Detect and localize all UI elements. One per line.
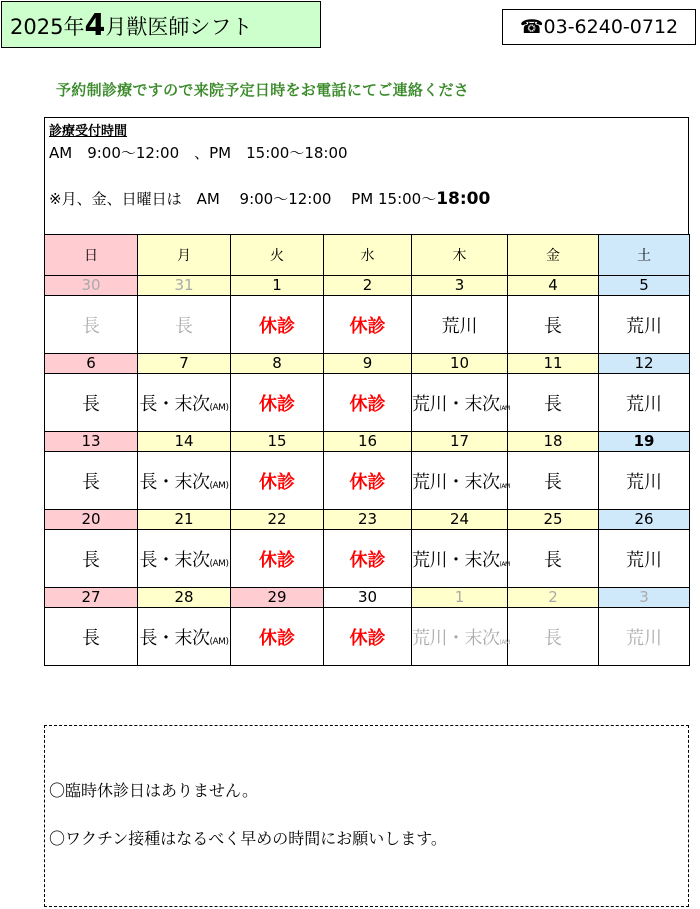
weekday-sun: 日 xyxy=(45,235,138,276)
title-year: 2025年 xyxy=(10,15,85,39)
date-row xyxy=(45,510,690,530)
weekday-tue: 火 xyxy=(231,235,324,276)
date-cell: 22 xyxy=(231,510,324,530)
date-cell: 1 xyxy=(412,588,508,608)
date-row xyxy=(45,276,690,296)
phone-number: ☎03-6240-0712 xyxy=(502,9,696,45)
shift-cell: 休診 xyxy=(324,452,412,510)
shift-cell: 休診 xyxy=(324,374,412,432)
shift-cell: 長 xyxy=(45,374,138,432)
date-cell: 5 xyxy=(599,276,690,296)
date-cell: 19 xyxy=(599,432,690,452)
date-cell: 14 xyxy=(138,432,231,452)
date-cell: 2 xyxy=(324,276,412,296)
shift-cell: 長 xyxy=(508,374,599,432)
weekday-wed: 水 xyxy=(324,235,412,276)
shift-cell xyxy=(138,608,231,666)
shift-cell: 休診 xyxy=(324,296,412,354)
date-cell: 28 xyxy=(138,588,231,608)
date-cell: 1 xyxy=(231,276,324,296)
date-cell: 15 xyxy=(231,432,324,452)
shift-cell: 休診 xyxy=(324,608,412,666)
date-row xyxy=(45,588,690,608)
shift-cell xyxy=(412,374,508,432)
am-label: (AM) xyxy=(209,636,229,647)
date-cell: 13 xyxy=(45,432,138,452)
date-cell: 6 xyxy=(45,354,138,374)
shift-cell: 長 xyxy=(508,608,599,666)
date-cell: 17 xyxy=(412,432,508,452)
page-title xyxy=(1,1,321,48)
shift-cell: 長 xyxy=(45,452,138,510)
shift-cell xyxy=(412,452,508,510)
shift-cell xyxy=(412,608,508,666)
shift-cell: 長 xyxy=(508,530,599,588)
date-cell: 20 xyxy=(45,510,138,530)
shift-row xyxy=(45,374,690,432)
am-label: (AM xyxy=(499,404,510,412)
am-label: (AM) xyxy=(209,480,229,491)
shift-cell: 休診 xyxy=(231,608,324,666)
shift-cell: 荒川 xyxy=(599,296,690,354)
date-cell: 23 xyxy=(324,510,412,530)
shift-cell: 荒川 xyxy=(599,452,690,510)
shift-cell: 荒川 xyxy=(412,296,508,354)
date-cell: 10 xyxy=(412,354,508,374)
weekday-fri: 金 xyxy=(508,235,599,276)
weekday-mon: 月 xyxy=(138,235,231,276)
memo-box xyxy=(44,725,689,907)
shift-row xyxy=(45,452,690,510)
am-label: (AM) xyxy=(209,402,229,413)
shift-cell: 長 xyxy=(45,530,138,588)
shift-cell xyxy=(138,452,231,510)
date-row xyxy=(45,432,690,452)
shift-cell: 長 xyxy=(508,296,599,354)
shift-cell xyxy=(138,374,231,432)
shift-row xyxy=(45,530,690,588)
date-row xyxy=(45,354,690,374)
hours-special-text: ※月、金、日曜日は AM 9:00～12:00 PM 15:00～ xyxy=(49,190,437,208)
shift-row xyxy=(45,608,690,666)
shift-cell: 休診 xyxy=(231,530,324,588)
shift-cell: 休診 xyxy=(231,296,324,354)
shift-cell: 荒川 xyxy=(599,530,690,588)
date-cell: 7 xyxy=(138,354,231,374)
shift-cell xyxy=(412,530,508,588)
shift-text: 長・末次 xyxy=(139,627,210,649)
reception-hours xyxy=(44,117,689,234)
hours-special xyxy=(49,188,490,209)
weekday-thu: 木 xyxy=(412,235,508,276)
date-cell: 26 xyxy=(599,510,690,530)
shift-calendar xyxy=(44,234,690,666)
am-label: (AM xyxy=(499,560,510,568)
date-cell: 25 xyxy=(508,510,599,530)
shift-cell: 休診 xyxy=(231,374,324,432)
date-cell: 27 xyxy=(45,588,138,608)
date-cell: 30 xyxy=(45,276,138,296)
shift-cell: 長 xyxy=(138,296,231,354)
date-cell: 11 xyxy=(508,354,599,374)
shift-text: 荒川・末次 xyxy=(412,627,500,649)
weekday-sat: 土 xyxy=(599,235,690,276)
shift-text: 長・末次 xyxy=(139,393,210,415)
title-rest: 月獣医師シフト xyxy=(105,15,253,39)
hours-title: 診療受付時間 xyxy=(49,124,128,139)
hours-regular: AM 9:00～12:00 、PM 15:00～18:00 xyxy=(49,144,348,162)
date-cell: 3 xyxy=(599,588,690,608)
date-cell: 16 xyxy=(324,432,412,452)
date-cell: 31 xyxy=(138,276,231,296)
shift-cell: 休診 xyxy=(231,452,324,510)
date-cell: 4 xyxy=(508,276,599,296)
weekday-header-row xyxy=(45,235,690,276)
hours-special-end: 18:00 xyxy=(436,189,491,209)
shift-cell: 荒川 xyxy=(599,374,690,432)
shift-text: 長・末次 xyxy=(139,549,210,571)
am-label: (AM xyxy=(499,482,510,490)
shift-text: 荒川・末次 xyxy=(412,393,500,415)
date-cell: 24 xyxy=(412,510,508,530)
shift-text: 荒川・末次 xyxy=(412,471,500,493)
date-cell: 2 xyxy=(508,588,599,608)
shift-text: 荒川・末次 xyxy=(412,549,500,571)
date-cell: 12 xyxy=(599,354,690,374)
am-label: (AM xyxy=(499,638,510,646)
date-cell: 3 xyxy=(412,276,508,296)
memo-line-2: 〇ワクチン接種はなるべく早めの時間にお願いします。 xyxy=(49,829,447,848)
shift-cell: 長 xyxy=(45,608,138,666)
memo-line-1: 〇臨時休診日はありません。 xyxy=(49,781,258,800)
date-cell: 29 xyxy=(231,588,324,608)
shift-row xyxy=(45,296,690,354)
reservation-notice: 予約制診療ですので来院予定日時をお電話にてご連絡くださ xyxy=(56,81,470,99)
date-cell: 21 xyxy=(138,510,231,530)
shift-cell: 休診 xyxy=(324,530,412,588)
shift-cell: 長 xyxy=(508,452,599,510)
shift-text: 長・末次 xyxy=(139,471,210,493)
shift-cell xyxy=(138,530,231,588)
shift-cell: 長 xyxy=(45,296,138,354)
date-cell: 30 xyxy=(324,588,412,608)
date-cell: 18 xyxy=(508,432,599,452)
am-label: (AM) xyxy=(209,558,229,569)
shift-cell: 荒川 xyxy=(599,608,690,666)
date-cell: 8 xyxy=(231,354,324,374)
title-month: 4 xyxy=(84,8,106,43)
date-cell: 9 xyxy=(324,354,412,374)
